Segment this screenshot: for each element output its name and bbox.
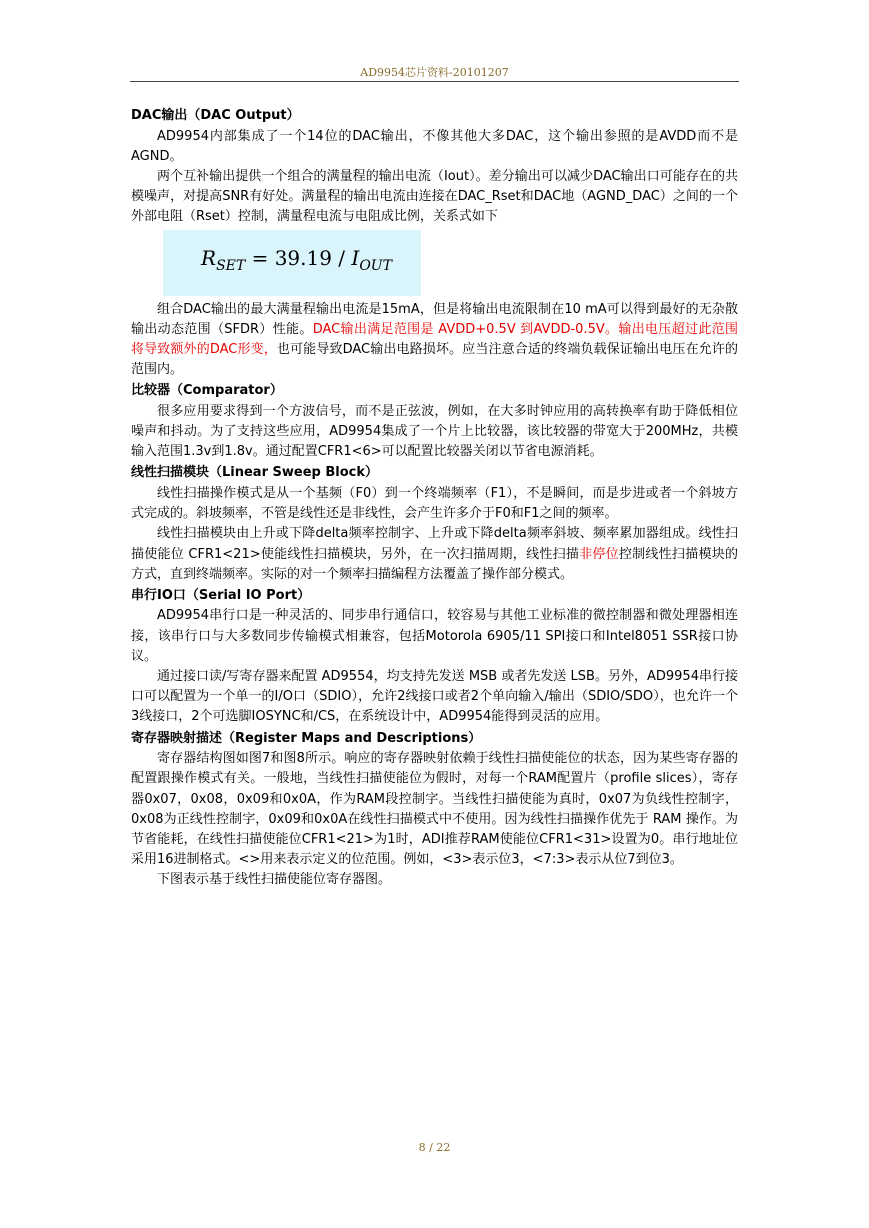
formula-lhs: R bbox=[201, 246, 217, 271]
paragraph bbox=[131, 300, 738, 381]
text-run: 线性扫描模块由上升或下降delta频率控制字、上升或下降delta频率斜坡、频率累加器组成。线性扫描使能位 CFR1<21>使能线性扫描模块，另外，在一次扫描周期，线性扫描 bbox=[131, 526, 738, 562]
paragraph: AD9954内部集成了一个14位的DAC输出，不像其他大多DAC，这个输出参照的是AVDD而不是AGND。 bbox=[131, 128, 738, 164]
page-content bbox=[131, 105, 738, 891]
paragraph: 很多应用要求得到一个方波信号，而不是正弦波，例如，在大多时钟应用的高转换率有助于降低相位噪声和抖动。为了支持这些应用，AD9954集成了一个片上比较器，该比较器的带宽大于200MHz，共模输入范围1.3v到1.8v。通过配置CFR1<6>可以配置比较器关闭以节省电源消耗。 bbox=[131, 403, 738, 460]
paragraph: AD9954串行口是一种灵活的、同步串行通信口，较容易与其他工业标准的微控制器和微处理器相连接，该串行口与大多数同步传输模式相兼容，包括Motorola 6905/11 SPI接口和Intel8051 SSR接口协议。 bbox=[131, 608, 738, 664]
header-divider bbox=[130, 81, 739, 82]
paragraph: 两个互补输出提供一个组合的满量程的输出电流（Iout）。差分输出可以减少DAC输出口可能存在的共模噪声，对提高SNR有好处。满量程的输出电流由连接在DAC_Rset和DAC地（AGND_DAC）之间的一个外部电阻（Rset）控制，满量程电流与电阻成比例，关系式如下 bbox=[131, 168, 738, 225]
highlighted-text: 非停位 bbox=[579, 546, 619, 562]
paragraph: 寄存器结构图如图7和图8所示。响应的寄存器映射依赖于线性扫描使能位的状态，因为某些寄存器的配置跟操作模式有关。一般地，当线性扫描使能位为假时，对每一个RAM配置片（profile slices），寄存器0x07，0x08，0x09和0x0A，作为RAM段控制字。当线性扫描使能为真时，0x07为负线性控制字，0x08为正线性控制字，0x09和0x0A在线性扫描模式中不使用。因为线性扫描操作优先于 RAM 操作。为节省能耗，在线性扫描使能位CFR1<21>为1时，ADI推荐RAM使能位CFR1<31>设置为0。串行地址位采用16进制格式。<>用来表示定义的位范围。例如，<3>表示位3，<7:3>表示从位7到位3。 bbox=[131, 751, 738, 868]
section-heading-register-maps: 寄存器映射描述（Register Maps and Descriptions） bbox=[131, 730, 482, 746]
section-heading-linear-sweep: 线性扫描模块（Linear Sweep Block） bbox=[131, 465, 379, 481]
highlighted-text: DAC输出满足范围是 AVDD+0.5V 到AVDD-0.5V。输出电压超过此范围将导致额外的DAC形变， bbox=[131, 321, 738, 357]
section-heading-comparator: 比较器（Comparator） bbox=[131, 383, 283, 399]
section-heading-serial-io: 串行IO口（Serial IO Port） bbox=[131, 587, 311, 603]
formula-rhs: I bbox=[351, 246, 360, 271]
formula-lhs-sub: SET bbox=[216, 258, 246, 275]
text-run: 也可能导致DAC输出电路损坏。应当注意合适的终端负载保证输出电压在允许的范围内。 bbox=[131, 341, 738, 378]
paragraph: 通过接口读/写寄存器来配置 AD9554，均支持先发送 MSB 或者先发送 LSB。另外，AD9954串行接口可以配置为一个单一的I/O口（SDIO），允许2线接口或者2个单向输入/输出（SDIO/SDO），也允许一个3线接口，2个可选脚IOSYNC和/CS，在系统设计中，AD9954能得到灵活的应用。 bbox=[131, 669, 738, 725]
text-run: 控制线性扫描模块的方式，直到终端频率。实际的对一个频率扫描编程方法覆盖了操作部分模式。 bbox=[131, 546, 738, 582]
paragraph: 线性扫描操作模式是从一个基频（F0）到一个终端频率（F1），不是瞬间，而是步进或者一个斜坡方式完成的。斜坡频率，不管是线性还是非线性，会产生许多介于F0和F1之间的频率。 bbox=[131, 485, 738, 522]
text-run: 组合DAC输出的最大满量程输出电流是15mA，但是将输出电流限制在10 mA可以得到最好的无杂散输出动态范围（SFDR）性能。 bbox=[131, 301, 738, 337]
paragraph: 下图表示基于线性扫描使能位寄存器图。 bbox=[157, 872, 392, 888]
paragraph bbox=[131, 524, 738, 585]
formula-rhs-sub: OUT bbox=[359, 258, 392, 275]
section-heading-dac-output: DAC输出（DAC Output） bbox=[131, 108, 300, 123]
page-number: 8 / 22 bbox=[418, 1141, 451, 1154]
page-header: AD9954芯片资料-20101207 bbox=[360, 66, 509, 79]
formula-middle: = 39.19 / bbox=[245, 246, 352, 271]
rset-formula bbox=[163, 230, 421, 296]
